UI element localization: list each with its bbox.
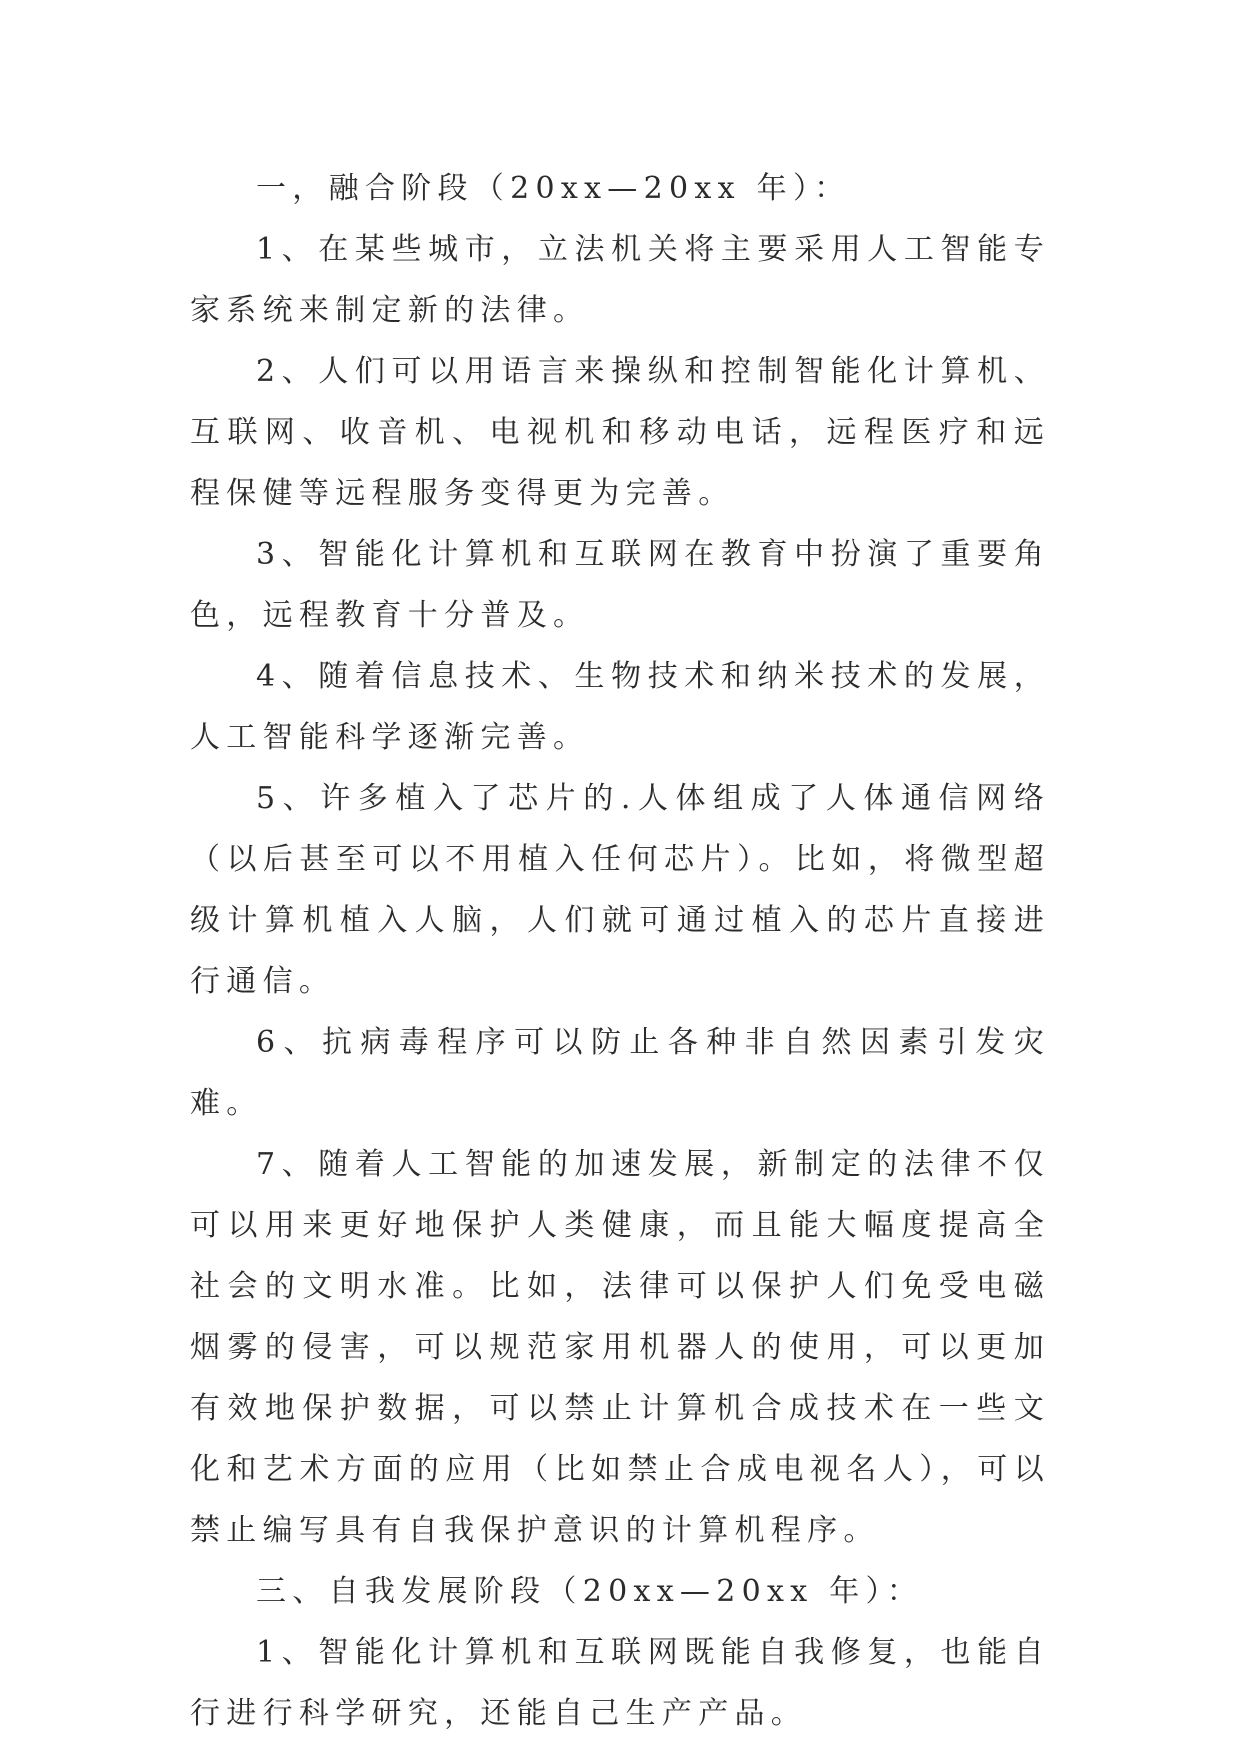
paragraph-item-7: 7、随着人工智能的加速发展，新制定的法律不仅可以用来更好地保护人类健康，而且能大幅度提高全社会的文明水准。比如，法律可以保护人们免受电磁烟雾的侵害，可以规范家用机器人的使用，可以更加有效地保护数据，可以禁止计算机合成技术在一些文化和艺术方面的应用（比如禁止合成电视名人），可以禁止编写具有自我保护意识的计算机程序。: [190, 1147, 1050, 1548]
document-body: [190, 158, 1050, 1744]
paragraph-item-5: 5、许多植入了芯片的.人体组成了人体通信网络（以后甚至可以不用植入任何芯片）。比如，将微型超级计算机植入人脑，人们就可通过植入的芯片直接进行通信。: [190, 781, 1050, 999]
paragraph-item-2: 2、人们可以用语言来操纵和控制智能化计算机、互联网、收音机、电视机和移动电话，远程医疗和远程保健等远程服务变得更为完善。: [190, 354, 1050, 511]
section-heading-fusion-stage: 一，融合阶段（20xx—20xx 年）：: [256, 171, 851, 206]
paragraph-item-4: 4、随着信息技术、生物技术和纳米技术的发展，人工智能科学逐渐完善。: [190, 659, 1050, 755]
paragraph-item-1-self-development: 1、智能化计算机和互联网既能自我修复，也能自行进行科学研究，还能自己生产产品。: [190, 1635, 1050, 1731]
paragraph-item-6: 6、抗病毒程序可以防止各种非自然因素引发灾难。: [190, 1025, 1050, 1121]
paragraph-item-3: 3、智能化计算机和互联网在教育中扮演了重要角色，远程教育十分普及。: [190, 537, 1050, 633]
paragraph-item-1: 1、在某些城市，立法机关将主要采用人工智能专家系统来制定新的法律。: [190, 232, 1050, 328]
section-heading-self-development-stage: 三、自我发展阶段（20xx—20xx 年）：: [256, 1574, 924, 1609]
